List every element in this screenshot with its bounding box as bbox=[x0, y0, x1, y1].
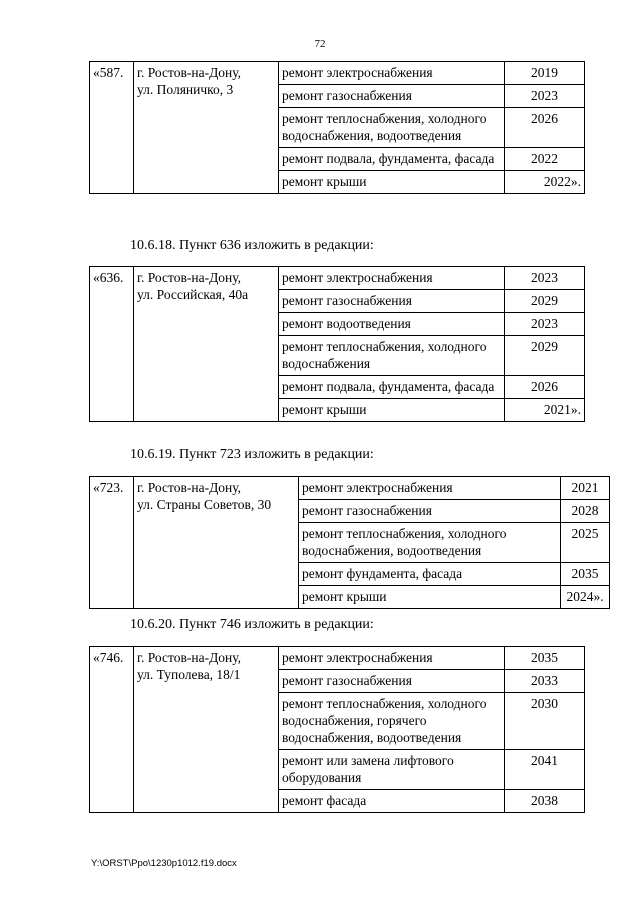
address-street: ул. Туполева, 18/1 bbox=[137, 667, 241, 682]
table-row bbox=[90, 62, 585, 85]
item-number: «636. bbox=[90, 267, 134, 422]
work-year: 2026 bbox=[505, 108, 585, 148]
table-item-746 bbox=[89, 646, 585, 813]
section-heading-10-6-18: 10.6.18. Пункт 636 изложить в редакции: bbox=[130, 238, 374, 253]
work-type: ремонт водоотведения bbox=[279, 313, 505, 336]
item-number: «723. bbox=[90, 477, 134, 609]
work-year: 2021». bbox=[505, 399, 585, 422]
address-street: ул. Российская, 40а bbox=[137, 287, 249, 302]
work-type: ремонт электроснабжения bbox=[279, 647, 505, 670]
work-year: 2029 bbox=[505, 290, 585, 313]
address-street: ул. Поляничко, 3 bbox=[137, 82, 234, 97]
table-row bbox=[90, 267, 585, 290]
work-type: ремонт теплоснабжения, холодного водоснабжения, горячего водоснабжения, водоотведения bbox=[279, 693, 505, 750]
work-year: 2030 bbox=[505, 693, 585, 750]
work-type: ремонт газоснабжения bbox=[299, 500, 561, 523]
work-type: ремонт фасада bbox=[279, 790, 505, 813]
work-type: ремонт теплоснабжения, холодного водоснабжения, водоотведения bbox=[279, 108, 505, 148]
work-type: ремонт подвала, фундамента, фасада bbox=[279, 376, 505, 399]
work-year: 2029 bbox=[505, 336, 585, 376]
work-type: ремонт газоснабжения bbox=[279, 670, 505, 693]
footer-file-path: Y:\ORST\Ppo\1230p1012.f19.docx bbox=[91, 858, 237, 869]
work-type: ремонт крыши bbox=[299, 586, 561, 609]
work-year: 2023 bbox=[505, 85, 585, 108]
address-cell bbox=[134, 62, 279, 194]
work-type: ремонт электроснабжения bbox=[279, 62, 505, 85]
work-type: ремонт или замена лифтового оборудования bbox=[279, 750, 505, 790]
address-cell bbox=[134, 647, 279, 813]
work-year: 2025 bbox=[561, 523, 610, 563]
section-heading-10-6-19: 10.6.19. Пункт 723 изложить в редакции: bbox=[130, 447, 374, 462]
work-type: ремонт подвала, фундамента, фасада bbox=[279, 148, 505, 171]
work-type: ремонт газоснабжения bbox=[279, 290, 505, 313]
work-type: ремонт теплоснабжения, холодного водоснабжения, водоотведения bbox=[299, 523, 561, 563]
table-item-723 bbox=[89, 476, 610, 609]
table-item-587 bbox=[89, 61, 585, 194]
work-type: ремонт фундамента, фасада bbox=[299, 563, 561, 586]
page-number: 72 bbox=[314, 38, 326, 50]
address-city: г. Ростов-на-Дону, bbox=[137, 270, 242, 285]
work-year: 2033 bbox=[505, 670, 585, 693]
work-type: ремонт крыши bbox=[279, 171, 505, 194]
work-year: 2023 bbox=[505, 267, 585, 290]
work-year: 2038 bbox=[505, 790, 585, 813]
work-type: ремонт крыши bbox=[279, 399, 505, 422]
address-street: ул. Страны Советов, 30 bbox=[137, 497, 272, 512]
address-cell bbox=[134, 477, 299, 609]
table-item-636 bbox=[89, 266, 585, 422]
work-year: 2024». bbox=[561, 586, 610, 609]
address-city: г. Ростов-на-Дону, bbox=[137, 480, 242, 495]
item-number: «746. bbox=[90, 647, 134, 813]
work-year: 2041 bbox=[505, 750, 585, 790]
work-year: 2026 bbox=[505, 376, 585, 399]
work-type: ремонт газоснабжения bbox=[279, 85, 505, 108]
work-type: ремонт теплоснабжения, холодного водоснабжения bbox=[279, 336, 505, 376]
work-year: 2023 bbox=[505, 313, 585, 336]
work-type: ремонт электроснабжения bbox=[299, 477, 561, 500]
table-row bbox=[90, 647, 585, 670]
address-city: г. Ростов-на-Дону, bbox=[137, 650, 242, 665]
work-year: 2035 bbox=[561, 563, 610, 586]
item-number: «587. bbox=[90, 62, 134, 194]
work-year: 2021 bbox=[561, 477, 610, 500]
work-year: 2028 bbox=[561, 500, 610, 523]
work-type: ремонт электроснабжения bbox=[279, 267, 505, 290]
work-year: 2019 bbox=[505, 62, 585, 85]
work-year: 2022». bbox=[505, 171, 585, 194]
work-year: 2022 bbox=[505, 148, 585, 171]
address-city: г. Ростов-на-Дону, bbox=[137, 65, 242, 80]
table-row bbox=[90, 477, 610, 500]
address-cell bbox=[134, 267, 279, 422]
work-year: 2035 bbox=[505, 647, 585, 670]
section-heading-10-6-20: 10.6.20. Пункт 746 изложить в редакции: bbox=[130, 617, 374, 632]
